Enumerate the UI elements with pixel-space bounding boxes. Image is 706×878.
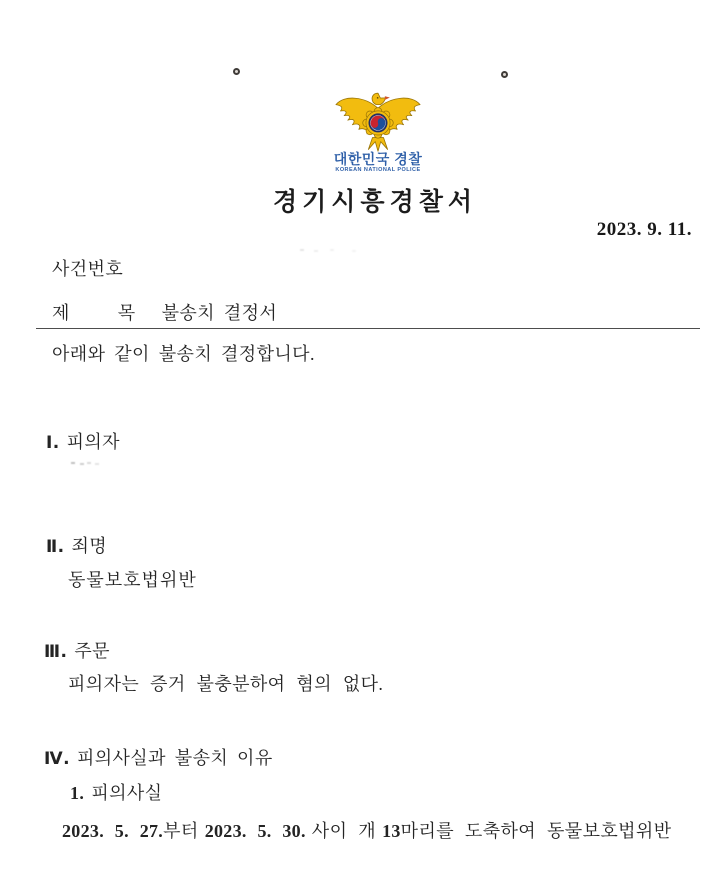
redacted-suspect-name [71,462,75,464]
section-2-body: 동물보호법위반 [68,570,197,590]
facts-tail: 마리를 도축하여 동물보호법위반 [400,821,672,841]
subsection-1-number: 1. [70,783,85,803]
intro-sentence: 아래와 같이 불송치 결정합니다. [52,344,315,364]
police-eagle-emblem-icon [330,90,426,154]
emblem-english-label: KOREAN NATIONAL POLICE [335,167,421,174]
section-3-body: 피의자는 증거 불충분하여 혐의 없다. [68,674,384,694]
subject-label-mok: 목 [117,303,136,323]
facts-sentence [62,817,672,843]
document-date: 2023. 9. 11. [596,219,692,240]
section-2-heading [46,532,107,558]
section-2-title: 죄명 [71,536,108,556]
redacted-case-number [300,249,304,251]
facts-from-suffix: 부터 [163,821,199,841]
section-1-title: 피의자 [66,432,120,452]
punch-dot-left [233,68,240,75]
subject-row [52,299,277,325]
section-1-numeral: Ⅰ. [46,433,60,453]
police-emblem [318,90,438,174]
section-3-numeral: Ⅲ. [44,642,68,662]
facts-date-from: 2023. 5. 27. [62,821,164,841]
section-3-title: 주문 [74,641,110,661]
emblem-korean-label: 대한민국 경찰 [333,151,423,167]
station-title: 경기시흥경찰서 [272,189,478,216]
subsection-1-title: 피의사실 [91,783,163,803]
section-2-numeral: Ⅱ. [46,537,65,557]
facts-middle: 사이 개 [311,821,377,841]
case-number-label: 사건번호 [52,259,124,279]
facts-date-to: 2023. 5. 30. [204,821,306,841]
section-1-heading [46,428,120,454]
section-4-numeral: Ⅳ. [44,749,70,769]
facts-count: 13 [382,821,401,841]
section-4-title: 피의사실과 불송치 이유 [76,748,273,768]
section-4-heading [44,744,273,770]
section-3-heading [44,637,110,663]
punch-dot-right [501,71,508,78]
subsection-1-heading [70,779,162,805]
subject-value: 불송치 결정서 [161,303,278,323]
header-divider [36,328,700,329]
subject-label-je: 제 [52,303,70,323]
